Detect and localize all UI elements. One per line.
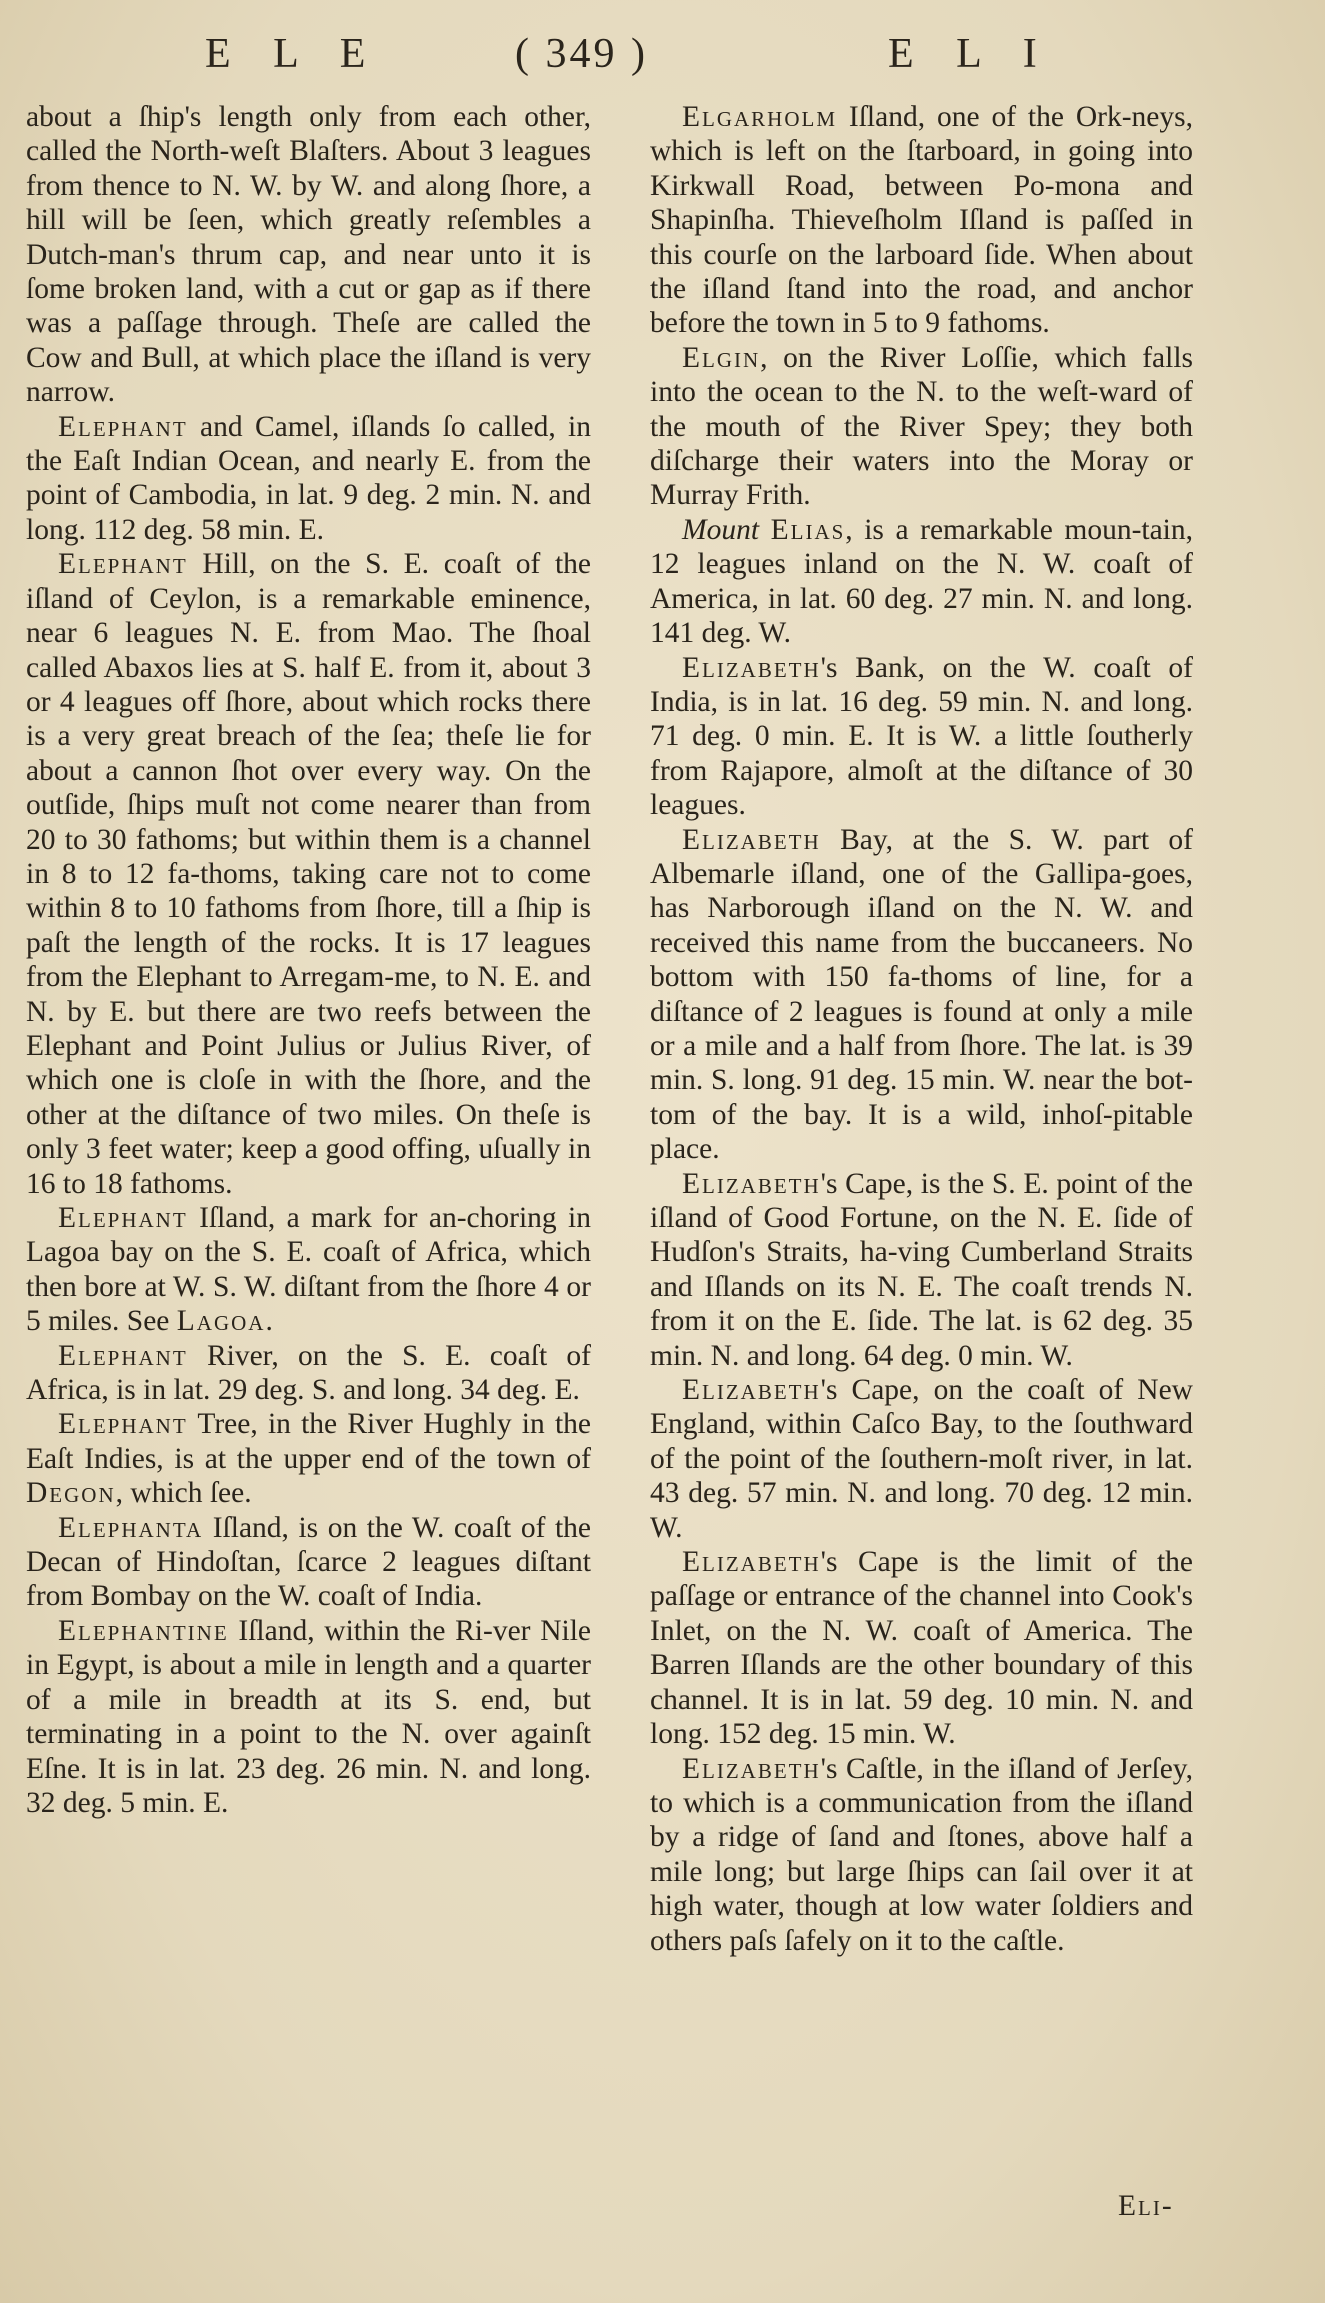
entry-text: 's Cape, is the S. E. point of the iſland of Good Fortune, on the N. E. ſide of Hudſon's Straits, ha-ving Cumberland Straits and Iſlands on its N. E. The coaſt trends N. from it on the E. ſide. The lat. is 62 deg. 35 min. N. and long. 64 deg. 0 min. W. [650,1167,1193,1372]
entry-text: River, on the S. E. coaſt of Africa, is in lat. 29 deg. S. and long. 34 deg. E. [26,1339,591,1407]
entry-cross-reference: Lagoa [176,1305,266,1338]
entry-prefix: Mount [682,513,760,546]
entry-text: Iſland, a mark for an-choring in Lagoa bay on the S. E. coaſt of Africa, which then bore at W. S. W. diſtant from the ſhore 4 or 5 miles. See [26,1202,591,1338]
entry-headword: Elephant [58,410,188,443]
entry-text: 's Bank, on the W. coaſt of India, is in lat. 16 deg. 59 min. N. and long. 71 deg. 0 min. E. It is W. a little ſoutherly from Rajapore, almoſt at the diſtance of 30 leagues. [650,651,1193,822]
entry-text: and Camel, iſlands ſo called, in the Eaſt Indian Ocean, and nearly E. from the point of Cambodia, in lat. 9 deg. 2 min. N. and long. 112 deg. 58 min. E. [26,410,591,546]
entry-headword: Elephantine [58,1614,229,1647]
gazetteer-entry [26,547,591,1201]
gazetteer-entry [26,1407,591,1510]
gazetteer-entry [650,1167,1193,1373]
entry-headword: Elias [770,513,846,546]
entry-text: Iſland, within the Ri-ver Nile in Egypt, is about a mile in length and a quarter of a mile in breadth at its S. end, but terminating in a point to the N. over againſt Eſne. It is in lat. 23 deg. 26 min. N. and long. 32 deg. 5 min. E. [26,1614,591,1819]
gazetteer-entry [650,651,1193,823]
gazetteer-entry [26,1614,591,1820]
gazetteer-entry [650,1752,1193,1958]
header-left: E L E [205,31,382,77]
gazetteer-entry [650,1373,1193,1545]
entry-cross-reference: Degon [26,1477,116,1510]
gazetteer-entry [650,1545,1193,1751]
gazetteer-entry [26,1201,591,1339]
entry-headword: Elizabeth [682,1546,821,1579]
entry-headword: Elizabeth [682,823,821,856]
gazetteer-entry [26,100,591,410]
entry-text: Hill, on the S. E. coaſt of the iſland of Ceylon, is a remarkable eminence, near 6 leagues N. E. from Mao. The ſhoal called Abaxos lies at S. half E. from it, about 3 or 4 leagues off ſhore, about which rocks there is a very great breach of the ſea; theſe lie for about a cannon ſhot over every way. On the outſide, ſhips muſt not come nearer than from 20 to 30 fathoms; but within them is a channel in 8 to 12 fa-thoms, taking care not to come within 8 to 10 fathoms from ſhore, till a ſhip is paſt the length of the rocks. It is 17 leagues from the Elephant to Arregam-me, to N. E. and N. by E. but there are two reefs between the Elephant and Point Julius or Julius River, of which one is cloſe in with the ſhore, and the other at the diſtance of two miles. On theſe is only 3 feet water; keep a good offing, uſually in 16 to 18 fathoms. [26,548,591,1200]
entry-headword: Elizabeth [682,651,821,684]
entry-headword: Elephanta [58,1511,204,1544]
catchword: Eli- [1118,2190,1174,2222]
entry-text-end: , which ſee. [115,1477,252,1510]
entry-headword: Elgarholm [682,101,838,133]
header-right: E L I [888,31,1053,77]
entry-text: 's Cape, on the coaſt of New England, within Caſco Bay, to the ſouthward of the point of the ſouthern-moſt river, in lat. 43 deg. 57 min. N. and long. 70 deg. 12 min. W. [650,1374,1193,1544]
gazetteer-entry [650,823,1193,1167]
gazetteer-entry [26,410,591,548]
page-number: ( 349 ) [515,31,648,77]
running-header [0,30,1325,90]
entry-text: about a ſhip's length only from each other, called the North-weſt Blaſters. About 3 leagues from thence to N. W. by W. and along ſhore, a hill will be ſeen, which greatly reſembles a Dutch-man's thrum cap, and near unto it is ſome broken land, with a cut or gap as if there was a paſſage through. Theſe are called the Cow and Bull, at which place the iſland is very narrow. [26,101,591,409]
entry-text: , on the River Loſſie, which falls into the ocean to the N. to the weſt-ward of the mouth of the River Spey; they both diſcharge their waters into the Moray or Murray Frith. [650,341,1193,512]
entry-headword: Elizabeth [682,1374,821,1407]
entry-headword: Elizabeth [682,1167,821,1200]
gazetteer-entry [650,341,1193,513]
entry-text: , is a remarkable moun-tain, 12 leagues inland on the N. W. coaſt of America, in lat. 60 deg. 27 min. N. and long. 141 deg. W. [650,513,1193,650]
gazetteer-entry [26,1339,591,1408]
entry-text: 's Caſtle, in the iſland of Jerſey, to which is a communication from the iſland by a ridge of ſand and ſtones, above half a mile long; but large ſhips can ſail over it at high water, though at low water ſoldiers and others paſs ſafely on it to the caſtle. [650,1752,1193,1957]
entry-text: Tree, in the River Hughly in the Eaſt Indies, is at the upper end of the town of [26,1408,591,1475]
entry-text: Iſland, one of the Ork-neys, which is left on the ſtarboard, in going into Kirkwall Road, between Po-mona and Shapinſha. Thieveſholm Iſland is paſſed in this courſe on the larboard ſide. When about the iſland ſtand into the road, and anchor before the town in 5 to 9 fathoms. [650,101,1193,340]
right-column [650,100,1193,1958]
entry-headword: Elizabeth [682,1752,821,1785]
entry-text-end: . [265,1305,273,1338]
entry-headword: Elgin [682,341,761,374]
entry-headword: Elephant [58,1339,188,1372]
entry-text: 's Cape is the limit of the paſſage or entrance of the channel into Cook's Inlet, on the N. W. coaſt of America. The Barren Iſlands are the other boundary of this channel. It is in lat. 59 deg. 10 min. N. and long. 152 deg. 15 min. W. [650,1546,1193,1751]
gazetteer-entry [26,1511,591,1614]
left-column [26,100,591,1820]
gazetteer-entry [650,513,1193,651]
gazetteer-entry [650,100,1193,341]
entry-text: Iſland, is on the W. coaſt of the Decan of Hindoſtan, ſcarce 2 leagues diſtant from Bombay on the W. coaſt of India. [26,1511,591,1613]
entry-headword: Elephant [58,1408,188,1441]
entry-headword: Elephant [58,1202,188,1234]
entry-text: Bay, at the S. W. part of Albemarle iſland, one of the Gallipa-goes, has Narborough iſland on the N. W. and received this name from the buccaneers. No bottom with 150 fa-thoms of line, for a diſtance of 2 leagues is found at only a mile or a mile and a half from ſhore. The lat. is 39 min. S. long. 91 deg. 15 min. W. near the bot-tom of the bay. It is a wild, inhoſ-pitable place. [650,823,1193,1166]
entry-headword: Elephant [58,548,188,581]
